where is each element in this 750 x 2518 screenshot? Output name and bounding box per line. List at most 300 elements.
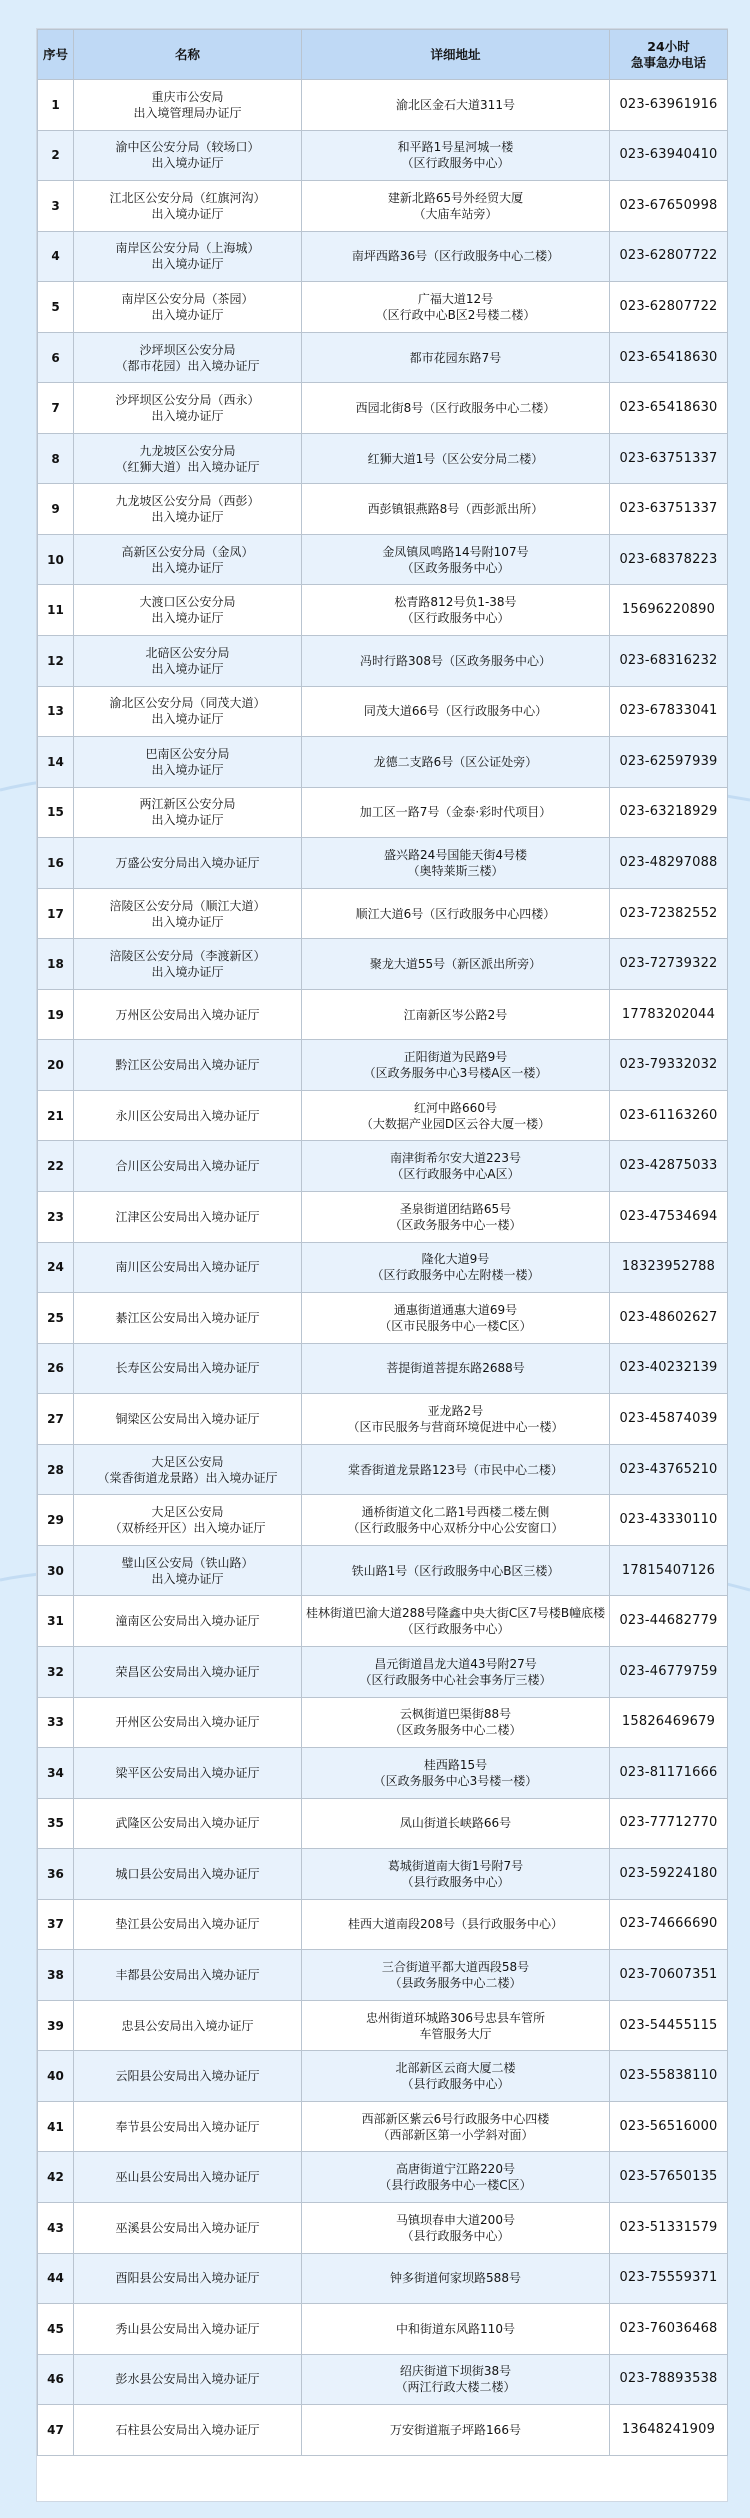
- office-table: [37, 29, 728, 2456]
- office-name-line: 沙坪坝区公安分局（西永）: [115, 393, 260, 408]
- office-name-line: 南岸区公安分局（上海城）: [115, 241, 260, 256]
- office-name-line: 出入境办证厅: [151, 661, 224, 676]
- office-name: [74, 2253, 302, 2304]
- row-number: 32: [38, 1646, 74, 1697]
- office-name-line: 黔江区公安局出入境办证厅: [115, 1058, 260, 1073]
- table-row: [38, 1849, 728, 1900]
- office-phone: 18323952788: [610, 1242, 728, 1293]
- office-address-line: （区市民服务中心一楼C区）: [379, 1318, 532, 1333]
- office-address-line: （县行政服务中心）: [401, 2077, 510, 2092]
- office-address-line: 红狮大道1号（区公安分局二楼）: [367, 451, 544, 466]
- office-address-line: 桂西路15号: [423, 1757, 488, 1772]
- office-phone: 023-79332032: [610, 1040, 728, 1091]
- office-name-line: 梁平区公安局出入境办证厅: [115, 1765, 260, 1780]
- table-row: [38, 1242, 728, 1293]
- row-number: 2: [38, 130, 74, 181]
- office-address: [302, 1343, 610, 1394]
- office-address-line: （区行政服务中心）: [401, 1622, 510, 1637]
- office-name: [74, 787, 302, 838]
- row-number: 37: [38, 1899, 74, 1950]
- office-name: [74, 1596, 302, 1647]
- office-name: [74, 1899, 302, 1950]
- table-row: [38, 1090, 728, 1141]
- table-row: [38, 1040, 728, 1091]
- office-address-line: 西部新区紫云6号行政服务中心四楼: [361, 2111, 550, 2126]
- office-address: [302, 534, 610, 585]
- table-row: [38, 2304, 728, 2355]
- office-list-card: [36, 28, 728, 2502]
- office-name-line: 渝中区公安分局（较场口）: [115, 140, 260, 155]
- office-address-line: 南津街希尔安大道223号: [390, 1151, 521, 1166]
- office-name: [74, 1849, 302, 1900]
- office-phone: 023-63940410: [610, 130, 728, 181]
- office-address: [302, 433, 610, 484]
- office-phone: 17815407126: [610, 1545, 728, 1596]
- office-phone: 023-45874039: [610, 1394, 728, 1445]
- office-address-line: （西部新区第一小学斜对面）: [377, 2127, 534, 2142]
- office-address-line: 南坪西路36号（区行政服务中心二楼）: [351, 249, 560, 264]
- office-address: [302, 1899, 610, 1950]
- office-address-line: 菩提街道菩提东路2688号: [386, 1361, 525, 1376]
- table-row: [38, 1798, 728, 1849]
- table-row: [38, 1899, 728, 1950]
- row-number: 10: [38, 534, 74, 585]
- office-address: [302, 2051, 610, 2102]
- office-address: [302, 2000, 610, 2051]
- row-number: 27: [38, 1394, 74, 1445]
- table-row: [38, 2253, 728, 2304]
- office-address-line: （大庙车站旁）: [413, 206, 498, 221]
- office-address: [302, 1545, 610, 1596]
- office-name-line: 合川区公安局出入境办证厅: [115, 1159, 260, 1174]
- office-address: [302, 1192, 610, 1243]
- office-address: [302, 1646, 610, 1697]
- office-name: [74, 484, 302, 535]
- office-address-line: 红河中路660号: [414, 1100, 497, 1115]
- office-phone: 023-78893538: [610, 2354, 728, 2405]
- office-address-line: 金凤镇凤鸣路14号附107号: [382, 544, 529, 559]
- table-row: [38, 80, 728, 131]
- office-address-line: 都市花园东路7号: [409, 350, 502, 365]
- office-name-line: 奉节县公安局出入境办证厅: [115, 2119, 260, 2134]
- table-row: [38, 181, 728, 232]
- office-address-line: 云枫街道巴渠街88号: [399, 1707, 512, 1722]
- office-phone: 13648241909: [610, 2405, 728, 2456]
- office-address-line: 凤山街道长峡路66号: [399, 1816, 512, 1831]
- office-address-line: （县行政服务中心一楼C区）: [379, 2178, 532, 2193]
- office-address-line: （区政务服务中心）: [401, 560, 510, 575]
- office-address-line: （县行政服务中心）: [401, 1874, 510, 1889]
- office-phone: 023-42875033: [610, 1141, 728, 1192]
- table-row: [38, 2101, 728, 2152]
- office-name-line: 渝北区公安分局（同茂大道）: [109, 696, 266, 711]
- office-name-line: （红狮大道）出入境办证厅: [115, 459, 260, 474]
- office-name: [74, 1950, 302, 2001]
- office-address: [302, 636, 610, 687]
- office-name-line: 巫山县公安局出入境办证厅: [115, 2170, 260, 2185]
- office-address-line: 钟多街道何家坝路588号: [390, 2271, 521, 2286]
- office-name-line: 出入境办证厅: [151, 409, 224, 424]
- office-name-line: 武隆区公安局出入境办证厅: [115, 1816, 260, 1831]
- row-number: 47: [38, 2405, 74, 2456]
- office-address: [302, 989, 610, 1040]
- row-number: 26: [38, 1343, 74, 1394]
- table-row: [38, 2405, 728, 2456]
- office-name: [74, 1040, 302, 1091]
- office-name-line: 江津区公安局出入境办证厅: [115, 1209, 260, 1224]
- office-phone: 023-63751337: [610, 484, 728, 535]
- row-number: 3: [38, 181, 74, 232]
- office-name: [74, 1343, 302, 1394]
- table-row: [38, 1697, 728, 1748]
- office-name-line: 出入境办证厅: [151, 257, 224, 272]
- office-name: [74, 2405, 302, 2456]
- office-name: [74, 989, 302, 1040]
- row-number: 4: [38, 231, 74, 282]
- table-row: [38, 838, 728, 889]
- table-row: [38, 787, 728, 838]
- office-name: [74, 130, 302, 181]
- table-row: [38, 484, 728, 535]
- office-name: [74, 1444, 302, 1495]
- office-address: [302, 1242, 610, 1293]
- row-number: 23: [38, 1192, 74, 1243]
- table-row: [38, 534, 728, 585]
- office-address-line: （区政务服务中心3号楼A区一楼）: [363, 1066, 548, 1081]
- office-name-line: 巴南区公安分局: [145, 746, 230, 761]
- row-number: 6: [38, 332, 74, 383]
- office-name: [74, 2101, 302, 2152]
- office-address-line: （区行政服务中心双桥分中心公安窗口）: [347, 1521, 564, 1536]
- office-address-line: （区行政中心B区2号楼二楼）: [375, 307, 536, 322]
- office-address: [302, 787, 610, 838]
- office-name-line: 开州区公安局出入境办证厅: [115, 1715, 260, 1730]
- office-name: [74, 636, 302, 687]
- office-name: [74, 939, 302, 990]
- office-name: [74, 2152, 302, 2203]
- office-phone: 023-74666690: [610, 1899, 728, 1950]
- table-row: [38, 2051, 728, 2102]
- office-phone: 023-68316232: [610, 636, 728, 687]
- office-name: [74, 282, 302, 333]
- table-row: [38, 888, 728, 939]
- office-name-line: 大足区公安局: [151, 1454, 224, 1469]
- table-row: [38, 1950, 728, 2001]
- office-name: [74, 737, 302, 788]
- office-address-line: （奥特莱斯三楼）: [407, 863, 504, 878]
- office-address-line: （区行政服务中心）: [401, 156, 510, 171]
- table-row: [38, 585, 728, 636]
- office-name: [74, 1798, 302, 1849]
- table-row: [38, 2152, 728, 2203]
- row-number: 7: [38, 383, 74, 434]
- table-row: [38, 231, 728, 282]
- office-address-line: 和平路1号星河城一楼: [397, 140, 514, 155]
- table-row: [38, 1293, 728, 1344]
- office-name-line: 万州区公安局出入境办证厅: [115, 1007, 260, 1022]
- office-address: [302, 181, 610, 232]
- office-name-line: 大足区公安局: [151, 1505, 224, 1520]
- office-phone: 023-63751337: [610, 433, 728, 484]
- office-name-line: 高新区公安分局（金凤）: [121, 544, 254, 559]
- office-address-line: 车管服务大厅: [419, 2026, 492, 2041]
- office-address-line: （两江行政大楼二楼）: [395, 2380, 516, 2395]
- table-row: [38, 1444, 728, 1495]
- office-name-line: （都市花园）出入境办证厅: [115, 358, 260, 373]
- header-address: 详细地址: [302, 30, 610, 80]
- row-number: 15: [38, 787, 74, 838]
- office-address-line: （大数据产业园D区云谷大厦一楼）: [360, 1116, 551, 1131]
- row-number: 18: [38, 939, 74, 990]
- office-name-line: 垫江县公安局出入境办证厅: [115, 1917, 260, 1932]
- row-number: 13: [38, 686, 74, 737]
- office-name-line: 出入境办证厅: [151, 762, 224, 777]
- office-name-line: 出入境办证厅: [151, 156, 224, 171]
- office-name: [74, 2202, 302, 2253]
- office-name-line: 出入境办证厅: [151, 914, 224, 929]
- header-name: 名称: [74, 30, 302, 80]
- office-address-line: （区市民服务与营商环境促进中心一楼）: [347, 1419, 564, 1434]
- office-address: [302, 888, 610, 939]
- office-phone: 023-51331579: [610, 2202, 728, 2253]
- office-address-line: 三合街道平都大道西段58号: [381, 1960, 530, 1974]
- office-phone: 023-48602627: [610, 1293, 728, 1344]
- row-number: 17: [38, 888, 74, 939]
- office-phone: 023-47534694: [610, 1192, 728, 1243]
- office-address-line: （县行政服务中心）: [401, 2228, 510, 2243]
- office-name-line: 两江新区公安分局: [139, 797, 236, 812]
- office-address-line: 隆化大道9号: [421, 1252, 490, 1267]
- office-phone: 15696220890: [610, 585, 728, 636]
- table-row: [38, 737, 728, 788]
- office-name: [74, 838, 302, 889]
- office-address: [302, 332, 610, 383]
- office-name-line: 石柱县公安局出入境办证厅: [115, 2422, 260, 2437]
- office-address-line: 建新北路65号外经贸大厦: [387, 190, 524, 205]
- row-number: 29: [38, 1495, 74, 1546]
- row-number: 25: [38, 1293, 74, 1344]
- office-address: [302, 1495, 610, 1546]
- office-address-line: （县政务服务中心二楼）: [389, 1976, 522, 1990]
- office-name-line: 九龙坡区公安分局: [139, 443, 236, 458]
- office-phone: 023-76036468: [610, 2304, 728, 2355]
- table-row: [38, 686, 728, 737]
- row-number: 38: [38, 1950, 74, 2001]
- office-address-line: 桂林街道巴渝大道288号隆鑫中央大街C区7号楼B幢底楼: [306, 1606, 606, 1621]
- row-number: 14: [38, 737, 74, 788]
- row-number: 45: [38, 2304, 74, 2355]
- office-address-line: 葛城街道南大街1号附7号: [387, 1858, 524, 1873]
- office-address: [302, 1444, 610, 1495]
- office-address-line: 亚龙路2号: [427, 1403, 484, 1418]
- office-phone: 023-46779759: [610, 1646, 728, 1697]
- office-name: [74, 1192, 302, 1243]
- office-address: [302, 838, 610, 889]
- table-row: [38, 1596, 728, 1647]
- office-address-line: （区行政服务中心社会事务厅三楼）: [359, 1672, 552, 1687]
- office-name: [74, 332, 302, 383]
- table-body: [38, 80, 728, 2456]
- office-name-line: 出入境办证厅: [151, 965, 224, 980]
- office-address: [302, 686, 610, 737]
- office-address: [302, 130, 610, 181]
- office-name: [74, 1697, 302, 1748]
- row-number: 35: [38, 1798, 74, 1849]
- office-name-line: 出入境办证厅: [151, 1571, 224, 1586]
- office-name: [74, 181, 302, 232]
- office-address-line: 聚龙大道55号（新区派出所旁）: [369, 957, 542, 972]
- office-phone: 023-63961916: [610, 80, 728, 131]
- table-row: [38, 2202, 728, 2253]
- office-address: [302, 2304, 610, 2355]
- office-name: [74, 888, 302, 939]
- office-phone: 023-43330110: [610, 1495, 728, 1546]
- office-phone: 17783202044: [610, 989, 728, 1040]
- office-address-line: 绍庆街道下坝街38号: [399, 2364, 512, 2379]
- office-address-line: 马镇坝春申大道200号: [396, 2212, 515, 2227]
- row-number: 41: [38, 2101, 74, 2152]
- row-number: 46: [38, 2354, 74, 2405]
- office-name-line: 巫溪县公安局出入境办证厅: [115, 2220, 260, 2235]
- office-name-line: 璧山区公安局（铁山路）: [121, 1555, 254, 1570]
- row-number: 28: [38, 1444, 74, 1495]
- office-name: [74, 1090, 302, 1141]
- office-address-line: 昌元街道昌龙大道43号附27号: [374, 1656, 537, 1671]
- row-number: 5: [38, 282, 74, 333]
- office-name-line: 九龙坡区公安分局（西彭）: [115, 494, 260, 509]
- office-name: [74, 2304, 302, 2355]
- row-number: 42: [38, 2152, 74, 2203]
- office-address-line: 北部新区云商大厦二楼: [395, 2061, 516, 2076]
- office-address-line: 棠香街道龙景路123号（市民中心二楼）: [348, 1462, 563, 1477]
- office-name: [74, 2354, 302, 2405]
- office-phone: 023-77712770: [610, 1798, 728, 1849]
- office-address: [302, 2253, 610, 2304]
- row-number: 9: [38, 484, 74, 535]
- table-row: [38, 2354, 728, 2405]
- row-number: 22: [38, 1141, 74, 1192]
- office-name: [74, 1495, 302, 1546]
- office-phone: 023-48297088: [610, 838, 728, 889]
- office-name-line: 潼南区公安局出入境办证厅: [115, 1614, 260, 1629]
- office-address-line: 广福大道12号: [417, 291, 494, 306]
- row-number: 1: [38, 80, 74, 131]
- office-name-line: 丰都县公安局出入境办证厅: [115, 1968, 260, 1982]
- row-number: 43: [38, 2202, 74, 2253]
- row-number: 40: [38, 2051, 74, 2102]
- row-number: 19: [38, 989, 74, 1040]
- table-row: [38, 989, 728, 1040]
- row-number: 34: [38, 1748, 74, 1799]
- office-name-line: 万盛公安分局出入境办证厅: [115, 855, 260, 870]
- office-name: [74, 2000, 302, 2051]
- office-phone: 023-57650135: [610, 2152, 728, 2203]
- office-name: [74, 231, 302, 282]
- office-phone: 023-55838110: [610, 2051, 728, 2102]
- office-name-line: 大渡口区公安分局: [139, 595, 236, 610]
- row-number: 44: [38, 2253, 74, 2304]
- office-phone: 023-72382552: [610, 888, 728, 939]
- table-row: [38, 1343, 728, 1394]
- office-phone: 023-62807722: [610, 282, 728, 333]
- table-row: [38, 1495, 728, 1546]
- table-row: [38, 1748, 728, 1799]
- office-phone: 023-67833041: [610, 686, 728, 737]
- office-name-line: 重庆市公安局: [151, 89, 224, 104]
- row-number: 39: [38, 2000, 74, 2051]
- office-name: [74, 1242, 302, 1293]
- office-address-line: 高唐街道宁江路220号: [396, 2162, 515, 2177]
- office-address-line: （区政务服务中心一楼）: [389, 1217, 522, 1232]
- office-address: [302, 1394, 610, 1445]
- office-address: [302, 80, 610, 131]
- row-number: 8: [38, 433, 74, 484]
- office-name-line: 南川区公安局出入境办证厅: [115, 1260, 260, 1275]
- table-row: [38, 130, 728, 181]
- office-name-line: （双桥经开区）出入境办证厅: [109, 1521, 266, 1536]
- office-address-line: （区政务服务中心3号楼一楼）: [373, 1773, 538, 1788]
- office-name-line: 秀山县公安局出入境办证厅: [115, 2321, 260, 2336]
- office-name-line: 长寿区公安局出入境办证厅: [115, 1361, 260, 1376]
- office-phone: 023-56516000: [610, 2101, 728, 2152]
- table-row: [38, 282, 728, 333]
- office-name-line: 云阳县公安局出入境办证厅: [115, 2069, 260, 2084]
- office-name: [74, 433, 302, 484]
- office-name: [74, 80, 302, 131]
- office-phone: 023-65418630: [610, 383, 728, 434]
- office-name-line: 忠县公安局出入境办证厅: [121, 2018, 254, 2033]
- table-row: [38, 636, 728, 687]
- office-address-line: 万安街道瓶子坪路166号: [390, 2422, 521, 2437]
- office-address: [302, 1596, 610, 1647]
- office-phone: 023-59224180: [610, 1849, 728, 1900]
- office-phone: 15826469679: [610, 1697, 728, 1748]
- office-name: [74, 383, 302, 434]
- table-row: [38, 1141, 728, 1192]
- office-phone: 023-75559371: [610, 2253, 728, 2304]
- office-address-line: 江南新区岑公路2号: [403, 1007, 508, 1022]
- office-address-line: 正阳街道为民路9号: [403, 1050, 508, 1065]
- office-phone: 023-62597939: [610, 737, 728, 788]
- office-phone: 023-65418630: [610, 332, 728, 383]
- office-name-line: 沙坪坝区公安分局: [139, 342, 236, 357]
- office-name-line: 南岸区公安分局（茶园）: [121, 291, 254, 306]
- office-address: [302, 1090, 610, 1141]
- office-address: [302, 2405, 610, 2456]
- office-address-line: 顺江大道6号（区行政服务中心四楼）: [355, 906, 556, 921]
- header-phone-line1: 24小时: [647, 38, 690, 54]
- office-address-line: 通桥街道文化二路1号西楼二楼左侧: [361, 1505, 550, 1520]
- office-address: [302, 939, 610, 990]
- office-phone: 023-62807722: [610, 231, 728, 282]
- office-name-line: 出入境办证厅: [151, 307, 224, 322]
- office-address-line: 同茂大道66号（区行政服务中心）: [363, 704, 548, 719]
- office-name-line: 涪陵区公安分局（顺江大道）: [109, 898, 266, 913]
- row-number: 12: [38, 636, 74, 687]
- office-name: [74, 585, 302, 636]
- row-number: 21: [38, 1090, 74, 1141]
- row-number: 31: [38, 1596, 74, 1647]
- office-name-line: 荣昌区公安局出入境办证厅: [115, 1664, 260, 1679]
- row-number: 33: [38, 1697, 74, 1748]
- table-row: [38, 939, 728, 990]
- office-address: [302, 1748, 610, 1799]
- row-number: 20: [38, 1040, 74, 1091]
- office-name-line: 出入境办证厅: [151, 560, 224, 575]
- table-row: [38, 1394, 728, 1445]
- office-address-line: 松青路812号负1-38号: [394, 595, 517, 610]
- office-address-line: 圣泉街道团结路65号: [399, 1201, 512, 1216]
